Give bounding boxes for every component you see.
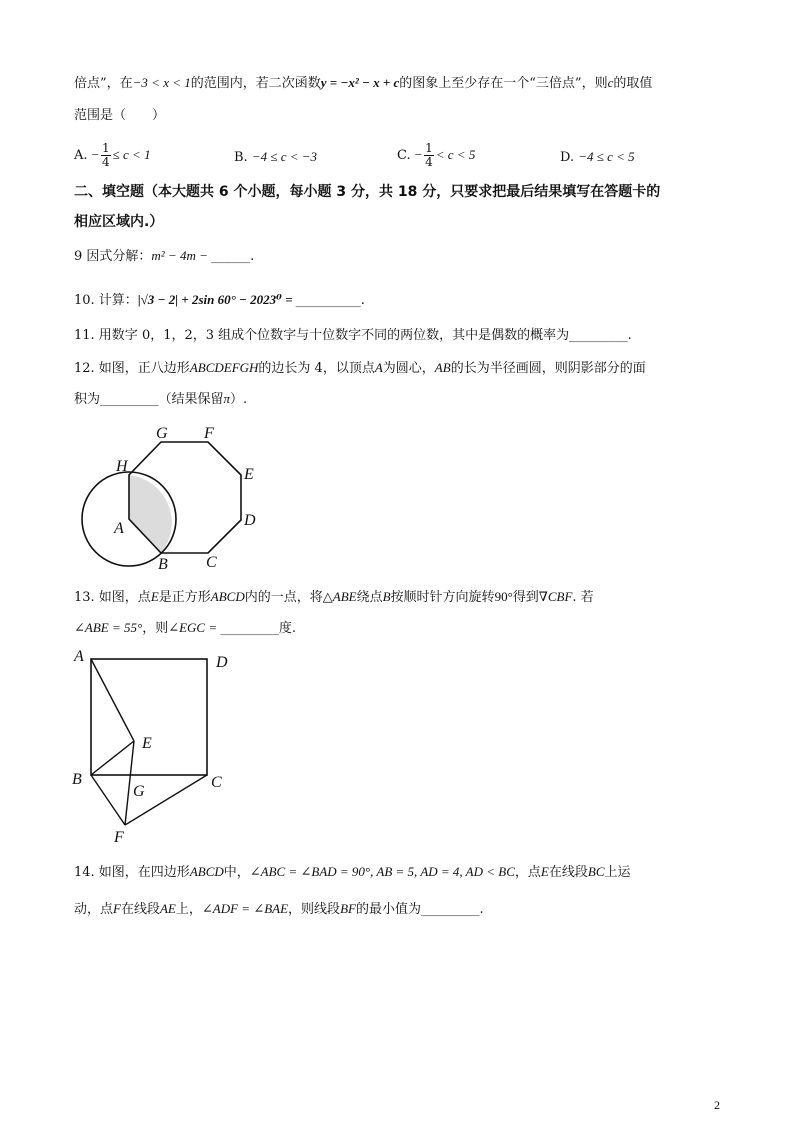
label-e: E [142, 735, 152, 752]
segment-bf [91, 775, 125, 825]
label-d: D [216, 654, 228, 671]
question-14-line1: 14. 如图，在四边形ABCD中，∠ABC = ∠BAD = 90°, AB = 5, AD = 4, AD < BC，点E在线段BC上运 [74, 864, 631, 880]
fraction: $\frac{1}{4}$ [102, 141, 110, 169]
label-g: G [133, 783, 145, 800]
question-9: 9 因式分解：m² − 4m − ______. [74, 248, 255, 264]
question-10: 10. 计算：|√3 − 2| + 2sin 60° − 2023⁰ = __________. [74, 292, 365, 308]
label-b: B [158, 556, 168, 573]
label-g: G [156, 425, 168, 442]
fraction: $\frac{1}{4}$ [425, 141, 433, 169]
label-d: D [244, 512, 256, 529]
label-a: A [74, 648, 84, 665]
option-c: C. − $\frac{1}{4}$ < c < 5 [397, 141, 476, 169]
label-c: C [206, 554, 217, 571]
question-11: 11. 用数字 0，1，2，3 组成个位数字与十位数字不同的两位数，其中是偶数的概率为_________. [74, 328, 632, 343]
q8-line1: 倍点”，在−3 < x < 1的范围内，若二次函数y = −x² − x + c的图象上至少存在一个“三倍点”，则c的取值 [74, 75, 653, 91]
section2-title: 二、填空题（本大题共 6 个小题，每小题 3 分，共 18 分，只要求把最后结果填写在答题卡的 [74, 184, 661, 200]
question-14-line2: 动，点F在线段AE上，∠ADF = ∠BAE，则线段BF的最小值为_________. [74, 901, 484, 917]
page-number: 2 [714, 1098, 720, 1112]
question-12-line1: 12. 如图，正八边形ABCDEFGH的边长为 4，以顶点A为圆心，AB的长为半径画圆，则阴影部分的面 [74, 360, 646, 376]
question-13-line1: 13. 如图，点E是正方形ABCD内的一点，将△ABE绕点B按顺时针方向旋转90°得到∇CBF. 若 [74, 589, 594, 605]
option-a: A. − $\frac{1}{4}$ ≤ c < 1 [74, 141, 151, 169]
option-d: D. −4 ≤ c < 5 [560, 149, 635, 165]
label-f: F [114, 829, 124, 844]
label-b: B [72, 771, 82, 788]
q8-line2: 范围是（ ） [74, 108, 166, 123]
label-e: E [244, 466, 254, 483]
section2-title-line2: 相应区域内.） [74, 214, 164, 230]
label-a: A [114, 520, 124, 537]
option-b: B. −4 ≤ c < −3 [234, 149, 318, 165]
q8-options [74, 142, 734, 172]
question-12-line2: 积为_________（结果保留π）. [74, 391, 248, 407]
label-h: H [116, 458, 128, 475]
square-figure [66, 644, 246, 844]
label-c: C [211, 774, 222, 791]
square-abcd [91, 659, 207, 775]
octagon-figure [70, 420, 270, 580]
question-13-line2: ∠ABE = 55°，则∠EGC = _________度. [74, 620, 297, 636]
segment-be [91, 741, 134, 775]
label-f: F [204, 425, 214, 442]
segment-ae [91, 659, 134, 741]
